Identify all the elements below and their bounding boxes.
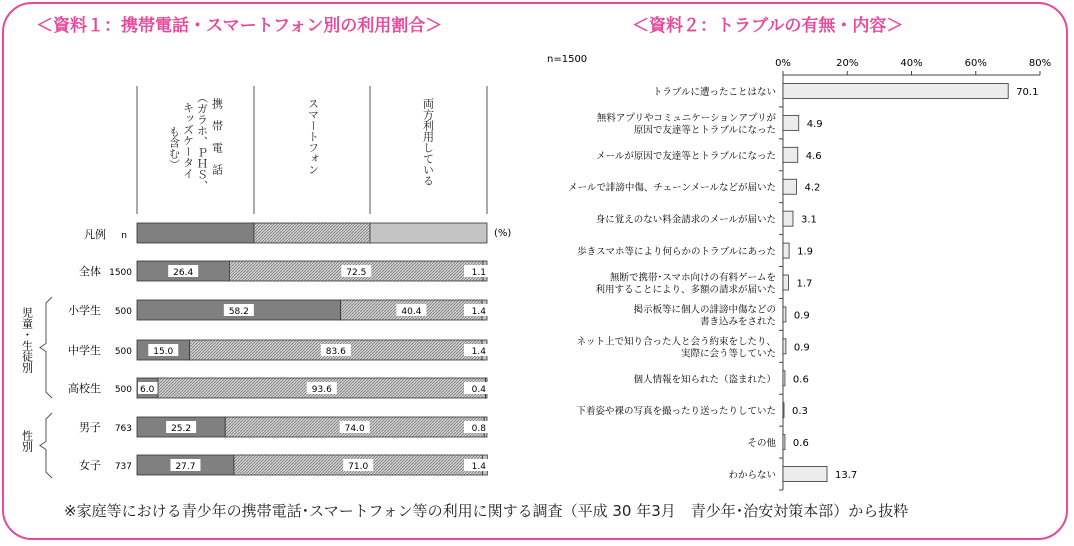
x-tick-label: 40% bbox=[900, 58, 923, 69]
group-label-gender: 性別 bbox=[20, 430, 34, 452]
value-label: 1.1 bbox=[471, 268, 486, 278]
bar bbox=[783, 339, 786, 354]
column-header-both: 両方利用している bbox=[421, 98, 435, 186]
bar bbox=[783, 115, 799, 130]
value-label: 3.1 bbox=[800, 214, 817, 226]
value-label: 0.9 bbox=[793, 310, 810, 322]
chart1-title: ＜資料１：携帯電話・スマートフォン別の利用割合＞ bbox=[36, 16, 443, 36]
value-label: 83.6 bbox=[325, 347, 346, 357]
column-header-smartphone: スマートフォン bbox=[306, 98, 320, 175]
bar bbox=[783, 307, 786, 322]
value-label: 25.2 bbox=[171, 424, 192, 434]
row-n: 763 bbox=[114, 424, 132, 434]
row-label: 小学生 bbox=[68, 304, 101, 317]
row-n: 500 bbox=[114, 385, 132, 395]
value-label: 0.6 bbox=[792, 438, 809, 450]
value-label: 70.1 bbox=[1016, 86, 1039, 98]
category-label: 掲示板等に個人の誹謗中傷などの bbox=[633, 304, 776, 316]
bar bbox=[783, 83, 1008, 98]
value-label: 1.4 bbox=[471, 307, 486, 317]
category-label: 歩きスマホ等により何らかのトラブルにあった bbox=[577, 246, 776, 258]
value-label: 0.6 bbox=[792, 374, 809, 386]
value-label: 72.5 bbox=[346, 268, 367, 278]
value-label: 15.0 bbox=[153, 347, 174, 357]
value-label: 4.9 bbox=[806, 118, 823, 130]
value-label: 40.4 bbox=[401, 307, 422, 317]
value-label: 4.2 bbox=[804, 182, 821, 194]
category-label: 利用することにより、多額の請求が届いた bbox=[595, 284, 776, 296]
row-n: 500 bbox=[114, 347, 132, 357]
row-label: 女子 bbox=[79, 459, 101, 472]
value-label: 74.0 bbox=[344, 424, 365, 434]
bar bbox=[783, 147, 798, 162]
value-label: 93.6 bbox=[311, 385, 332, 395]
category-label: メールで誹謗中傷、チェーンメールなどが届いた bbox=[568, 182, 776, 194]
value-label: 71.0 bbox=[348, 462, 369, 472]
n-label: n=1500 bbox=[547, 54, 588, 65]
row-label: 高校生 bbox=[68, 382, 101, 395]
value-label: 0.3 bbox=[791, 406, 808, 418]
value-label: 4.6 bbox=[805, 150, 822, 162]
column-header-mobile-sub3: も含む） bbox=[167, 126, 181, 170]
x-tick-label: 0% bbox=[775, 58, 791, 69]
n-label: n bbox=[121, 231, 127, 241]
column-header-mobile: 携 帯 電 話 bbox=[210, 98, 224, 175]
bar bbox=[783, 435, 785, 450]
category-label: その他 bbox=[747, 438, 776, 450]
category-label: 無断で携帯･スマホ向けの有料ゲームを bbox=[609, 272, 776, 284]
value-label: 0.8 bbox=[471, 424, 486, 434]
chart2-title: ＜資料２：トラブルの有無・内容＞ bbox=[632, 16, 904, 36]
group-label-grade: 児童・生徒別 bbox=[20, 307, 34, 373]
row-n: 737 bbox=[114, 462, 132, 472]
column-header-mobile-sub2: キッズケータイ bbox=[181, 102, 195, 179]
column-header-mobile-sub1: （ガラホ、ＰＨＳ、 bbox=[195, 92, 209, 191]
x-tick-label: 20% bbox=[836, 58, 859, 69]
value-label: 1.9 bbox=[797, 246, 814, 258]
row-label: 全体 bbox=[79, 265, 101, 278]
value-label: 26.4 bbox=[173, 268, 194, 278]
row-n: 500 bbox=[114, 307, 132, 317]
category-label: 身に覚えのない料金請求のメールが届いた bbox=[595, 214, 776, 226]
category-label: わからない bbox=[728, 470, 776, 482]
bar bbox=[783, 211, 793, 226]
bar bbox=[783, 275, 788, 290]
category-label: 書き込みをされた bbox=[699, 316, 776, 328]
value-label: 0.9 bbox=[793, 342, 810, 354]
value-label: 13.7 bbox=[835, 470, 858, 482]
bar bbox=[783, 243, 789, 258]
category-label: 実際に会う等していた bbox=[680, 348, 776, 360]
footnote: ※家庭等における青少年の携帯電話･スマートフォン等の利用に関する調査（平成 30 年3月 青少年･治安対策本部）から抜粋 bbox=[64, 502, 909, 520]
category-label: 個人情報を知られた（盗まれた） bbox=[633, 374, 776, 386]
value-label: 1.4 bbox=[471, 462, 486, 472]
row-label: 中学生 bbox=[68, 344, 101, 357]
category-label: ネット上で知り合った人と会う約束をしたり、 bbox=[576, 336, 776, 348]
category-label: 無料アプリやコミュニケーションアプリが bbox=[596, 112, 776, 124]
legend-label: 凡例 bbox=[84, 228, 106, 241]
value-label: 6.0 bbox=[140, 385, 155, 395]
row-label: 男子 bbox=[79, 421, 101, 434]
percent-sign: (%) bbox=[494, 228, 512, 239]
category-label: メールが原因で友達等とトラブルになった bbox=[596, 150, 776, 162]
bar bbox=[783, 179, 796, 194]
category-label: 原因で友達等とトラブルになった bbox=[633, 124, 776, 136]
category-label: 下着姿や裸の写真を撮ったり送ったりしていた bbox=[576, 406, 776, 418]
bar bbox=[783, 467, 827, 482]
value-label: 27.7 bbox=[175, 462, 196, 472]
category-label: トラブルに遭ったことはない bbox=[652, 86, 776, 98]
bar bbox=[783, 403, 784, 418]
value-label: 1.7 bbox=[796, 278, 813, 290]
value-label: 1.4 bbox=[471, 347, 486, 357]
x-tick-label: 60% bbox=[964, 58, 987, 69]
x-tick-label: 80% bbox=[1028, 58, 1052, 69]
value-label: 0.4 bbox=[471, 385, 486, 395]
value-label: 58.2 bbox=[228, 307, 249, 317]
bar bbox=[783, 371, 785, 386]
row-n: 1500 bbox=[109, 268, 132, 278]
